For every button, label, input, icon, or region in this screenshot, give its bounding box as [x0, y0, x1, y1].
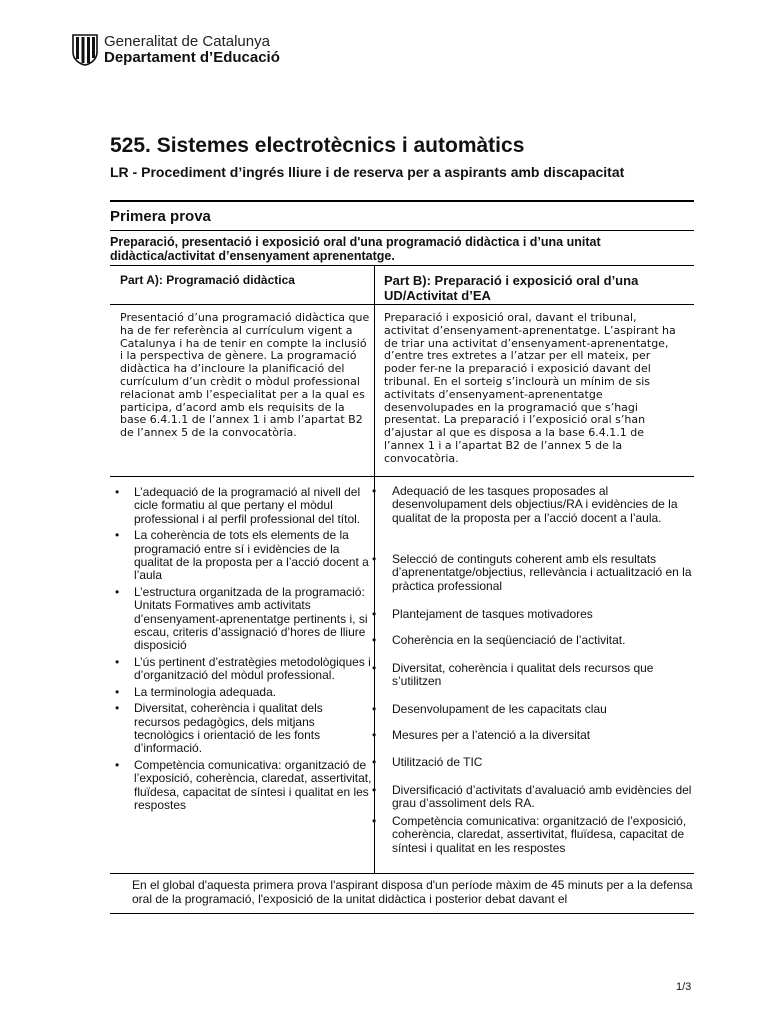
bullet-icon: •	[372, 661, 377, 675]
footer-text: En el global d'aquesta primera prova l'aspirant disposa d'un període màxim de 45 minuts per a la defensa oral de la programació, l'exposició de la unitat didàctica i posterior debat davant el	[132, 878, 693, 906]
list-item	[372, 815, 702, 855]
list-item	[372, 703, 702, 716]
criterion-text: Adequació de les tasques proposades al desenvolupament dels objectius/RA i evidències de la qualitat de la proposta per a l’acció docent a l’aula.	[392, 484, 678, 525]
list-item	[110, 586, 372, 653]
list-item	[372, 729, 702, 742]
list-item	[110, 656, 372, 683]
part-a-criteria-list	[110, 486, 372, 815]
bullet-icon: •	[115, 654, 120, 669]
bullet-icon: •	[372, 552, 377, 566]
generalitat-emblem-icon	[72, 34, 98, 66]
bullet-icon: •	[372, 814, 377, 828]
criterion-text: Desenvolupament de les capacitats clau	[392, 702, 607, 716]
page-subtitle: LR - Procediment d’ingrés lliure i de reserva per a aspirants amb discapacitat	[110, 164, 625, 180]
list-item	[110, 686, 372, 699]
intro-text: Preparació, presentació i exposició oral d'una programació didàctica i d’una unitat didàctica/activitat d’ensenyament aprenentatge.	[110, 235, 601, 263]
part-b-header: Part B): Preparació i exposició oral d’una UD/Activitat d’EA	[384, 273, 639, 303]
header-logo	[72, 34, 280, 66]
bullet-icon: •	[372, 755, 377, 769]
criterion-text: Coherència en la seqüenciació de l’activitat.	[392, 633, 626, 647]
bullet-icon: •	[115, 701, 120, 716]
list-item	[372, 662, 702, 689]
criterion-text: Diversitat, coherència i qualitat dels recursos que s’utilitzen	[392, 661, 654, 689]
criterion-text: Diversitat, coherència i qualitat dels recursos pedagògics, dels mitjans tecnològics i orientació de les fonts d’informació.	[134, 701, 323, 756]
intro-block	[110, 230, 694, 265]
bullet-icon: •	[115, 485, 120, 499]
bullet-icon: •	[115, 584, 120, 599]
list-item	[372, 634, 702, 647]
criterion-text: Competència comunicativa: organització de l’exposició, coherència, claredat, assertivitat, fluïdesa, capacitat de síntesi i qualitat en les respostes	[134, 757, 372, 812]
part-a-header: Part A): Programació didàctica	[120, 273, 295, 287]
criterion-text: Diversificació d’activitats d’avaluació amb evidències del grau d’assoliment dels RA.	[392, 783, 692, 811]
criterion-text: Selecció de continguts coherent amb els resultats d’aprenentatge/objectius, rellevància i actualització en la pràctica professional	[392, 552, 692, 593]
section-title: Primera prova	[110, 208, 211, 225]
criterion-text: L’estructura organitzada de la programació: Unitats Formatives amb activitats d’ensenyament-aprenentatge pertinents i, si escau, criteris d’assignació d’hores de lliure disposició	[134, 584, 368, 653]
criteria-table	[110, 265, 694, 874]
list-item	[372, 485, 702, 525]
criterion-text: Mesures per a l’atenció a la diversitat	[392, 728, 591, 742]
page-number: 1/3	[676, 981, 692, 993]
bullet-icon: •	[115, 757, 120, 772]
footer-rule	[110, 913, 694, 914]
bullet-icon: •	[372, 783, 377, 797]
bullet-icon: •	[372, 484, 377, 498]
criterion-text: Plantejament de tasques motivadores	[392, 607, 593, 621]
list-item	[110, 702, 372, 756]
page-title: 525. Sistemes electrotècnics i automàtics	[110, 134, 525, 157]
part-b-criteria-list	[372, 266, 692, 874]
criterion-text: L’adequació de la programació al nivell del cicle formatiu al que pertany el mòdul professional i al perfil professional del títol.	[134, 485, 361, 526]
bullet-icon: •	[372, 633, 377, 647]
org-name: Generalitat de Catalunya	[104, 33, 270, 50]
footer-block	[110, 873, 694, 906]
bullet-icon: •	[372, 607, 377, 621]
part-b-description: Preparació i exposició oral, davant el tribunal, activitat d’ensenyament-aprenentatge. L’aspirant ha de triar una activitat d’ensenyament-aprenentatge, d’entre tres extretes a l’atzar per ell mateix, per poder fer-ne la preparació i exposició davant del tribunal. En el sorteig s’inclourà un mínim de sis activitats d’ensenyament-aprenentatge desenvolupades en la programació que s’hagi presentat. La preparació i l’exposició oral s’han d’ajustar al que es disposa a la base 6.4.1.1 de l’annex 1 i a l’apartat B2 de l’annex 5 de la convocatòria.	[384, 311, 676, 465]
list-item	[372, 608, 702, 621]
bullet-icon: •	[372, 702, 377, 716]
bullet-icon: •	[115, 528, 120, 543]
section-header	[110, 200, 694, 229]
bullet-icon: •	[372, 728, 377, 742]
part-a-description: Presentació d’una programació didàctica que ha de fer referència al currículum vigent a Catalunya i ha de tenir en compte la inclusió i la perspectiva de gènere. La programació didàctica ha d’incloure la planificació del currículum d’un crèdit o mòdul professional relacionat amb l’especialitat per a la qual es participa, d’acord amb els requisits de la base 6.4.1.1 de l’annex 1 i amb l’apartat B2 de l’annex 5 de la convocatòria.	[120, 311, 370, 440]
list-item	[372, 784, 702, 811]
list-item	[110, 486, 372, 526]
bullet-icon: •	[115, 684, 120, 699]
list-item	[110, 759, 372, 813]
list-item	[372, 756, 702, 769]
criterion-text: L’ús pertinent d’estratègies metodològiques i d’organització del mòdul professional.	[134, 654, 371, 683]
criterion-text: La terminologia adequada.	[134, 684, 277, 699]
criterion-text: Competència comunicativa: organització de l’exposició, coherència, claredat, assertivitat, fluïdesa, capacitat de síntesi i qualitat en les respostes	[392, 814, 687, 855]
department-name: Departament d’Educació	[104, 49, 280, 66]
list-item	[110, 529, 372, 583]
criterion-text: Utilització de TIC	[392, 755, 483, 769]
criterion-text: La coherència de tots els elements de la programació entre sí i evidències de la qualitat de la proposta per a l’acció docent a l’aula	[134, 528, 369, 583]
list-item	[372, 553, 702, 593]
